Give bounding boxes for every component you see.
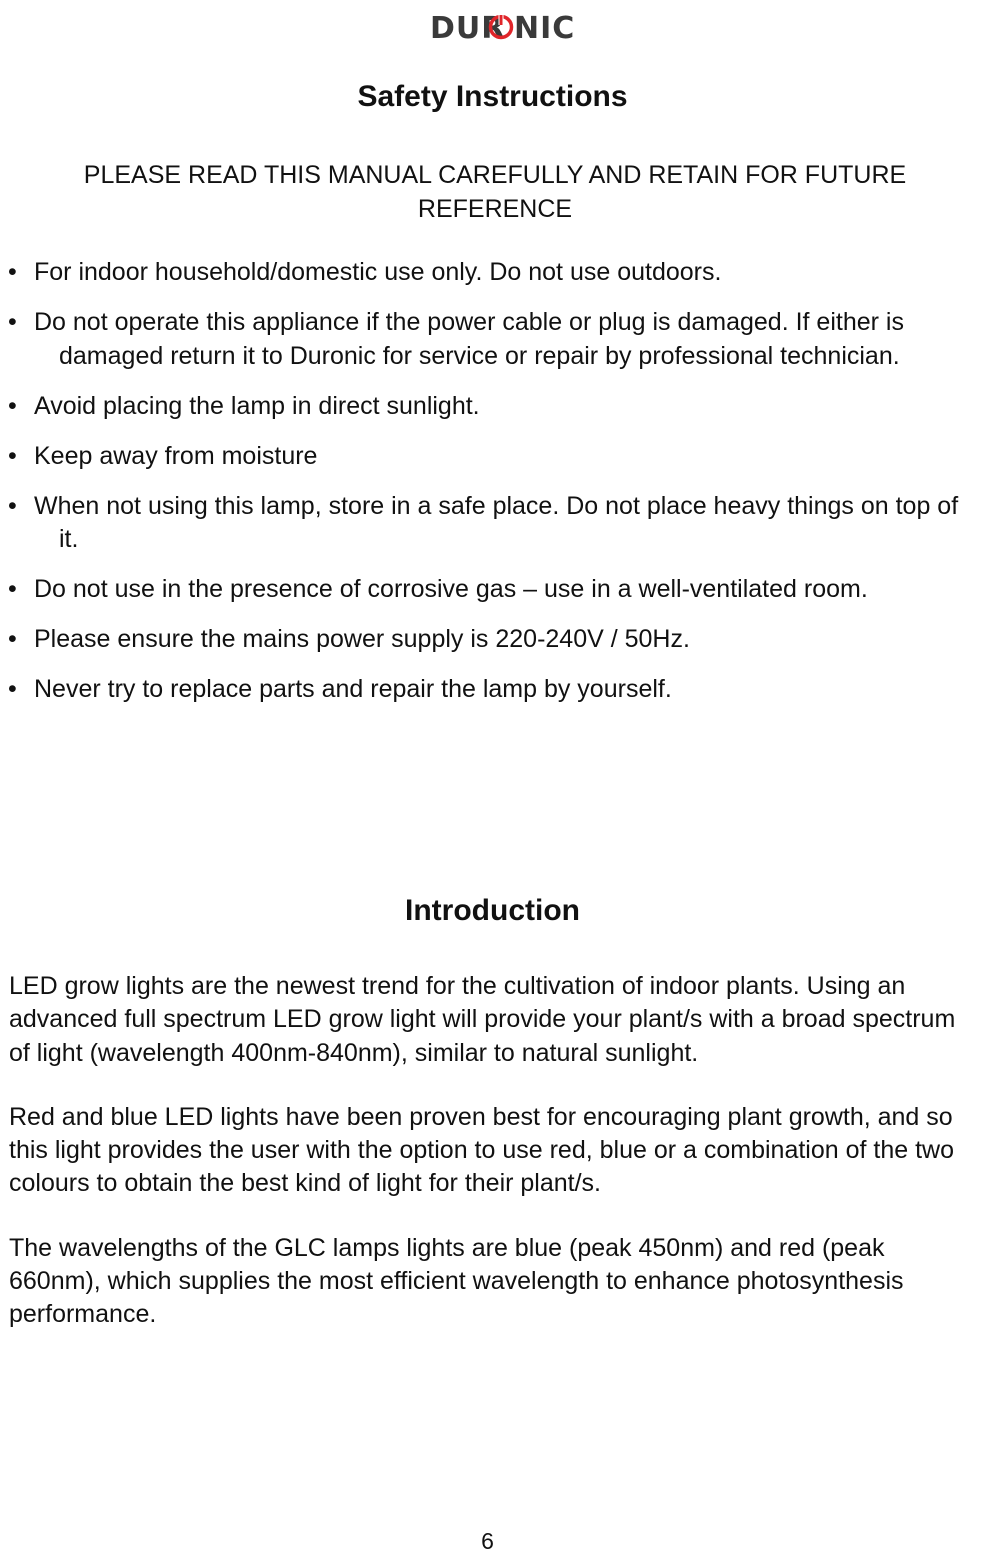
introduction-title: Introduction <box>405 894 580 927</box>
page-number: 6 <box>481 1528 494 1554</box>
safety-item: • Please ensure the mains power supply is 220-240V / 50Hz. <box>0 623 970 657</box>
bullet-icon: • <box>8 675 17 703</box>
safety-instructions-title: Safety Instructions <box>357 80 628 113</box>
safety-item: • When not using this lamp, store in a safe place. Do not place heavy things on top of it. <box>8 491 959 553</box>
intro-paragraph: LED grow lights are the newest trend for the cultivation of indoor plants. Using an advanced full spectrum LED grow light will provide your plant/s with a broad spectrum of light (wavelength 400nm-840nm), similar to natural sunlight. <box>9 972 956 1067</box>
safety-item: • Avoid placing the lamp in direct sunlight. <box>0 390 970 424</box>
safety-list <box>0 256 970 723</box>
safety-item: • For indoor household/domestic use only. Do not use outdoors. <box>0 256 970 290</box>
bullet-icon: • <box>8 575 17 603</box>
safety-item: • Never try to replace parts and repair the lamp by yourself. <box>0 673 970 707</box>
safety-item: • Do not operate this appliance if the power cable or plug is damaged. If either is damaged return it to Duronic for service or repair by professional technician. <box>8 308 904 370</box>
duronic-logo-mark <box>428 8 575 46</box>
bullet-icon: • <box>8 258 17 286</box>
introduction-body <box>9 970 981 1363</box>
safety-item: • Keep away from moisture <box>0 440 970 474</box>
bullet-icon: • <box>8 441 17 470</box>
retain-manual-notice: PLEASE READ THIS MANUAL CAREFULLY AND RETAIN FOR FUTURE REFERENCE <box>83 161 907 223</box>
bullet-icon: • <box>8 625 17 653</box>
safety-item: • Do not use in the presence of corrosive gas – use in a well-ventilated room. <box>0 573 970 607</box>
svg-text:NIC: NIC <box>513 11 575 46</box>
intro-paragraph: Red and blue LED lights have been proven best for encouraging plant growth, and so this light provides the user with the option to use red, blue or a combination of the two colours to obtain the best kind of light for their plant/s. <box>9 1102 954 1198</box>
svg-text:DUR: DUR <box>429 11 505 46</box>
bullet-icon: • <box>8 308 17 336</box>
duronic-logo <box>0 8 985 49</box>
bullet-icon: • <box>8 491 17 520</box>
bullet-icon: • <box>8 391 17 420</box>
intro-paragraph: The wavelengths of the GLC lamps lights are blue (peak 450nm) and red (peak 660nm), which supplies the most efficient wavelength to enhance photosynthesis performance. <box>9 1233 904 1329</box>
